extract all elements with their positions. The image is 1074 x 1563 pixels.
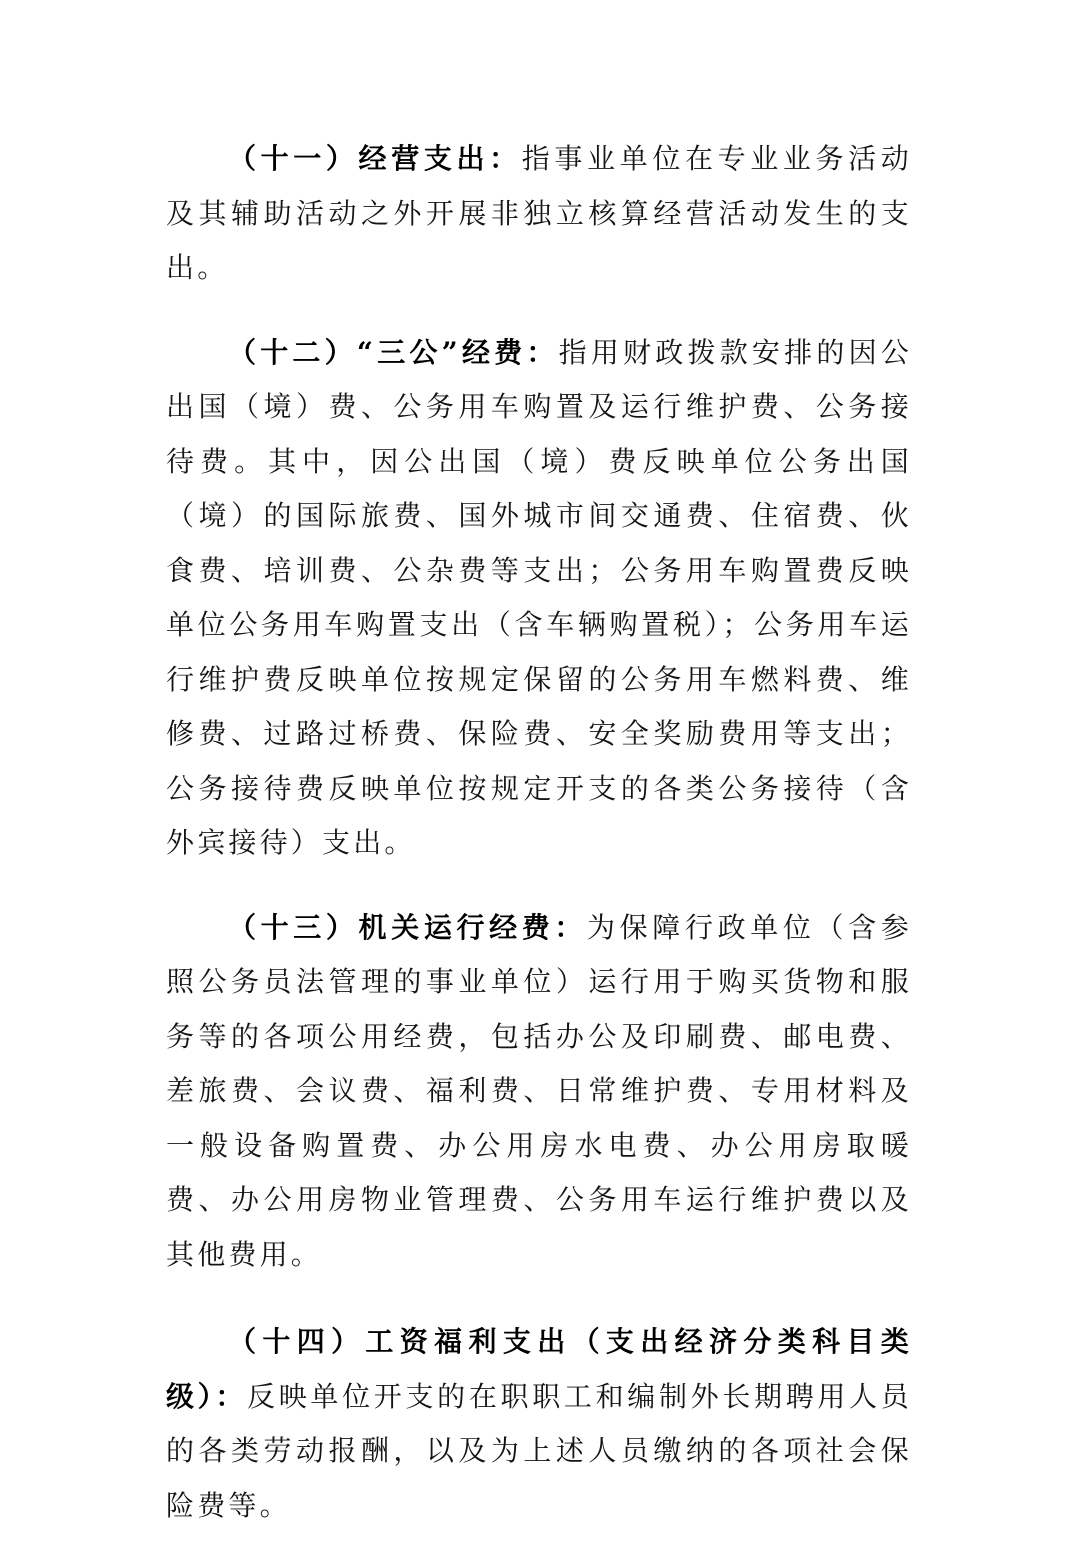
paragraph-operating-expenditure bbox=[166, 132, 912, 296]
paragraph-wage-welfare-expenditure bbox=[166, 1315, 912, 1533]
term-definition: 反映单位开支的在职职工和编制外长期聘用人员的各类劳动报酬，以及为上述人员缴纳的各项社会保险费等。 bbox=[166, 1379, 912, 1522]
term-definition: 为保障行政单位（含参照公务员法管理的事业单位）运行用于购买货物和服务等的各项公用经费，包括办公及印刷费、邮电费、差旅费、会议费、福利费、日常维护费、专用材料及一般设备购置费、办公用房水电费、办公用房取暖费、办公用房物业管理费、公务用车运行维护费以及其他费用。 bbox=[166, 910, 912, 1271]
term-definition: 指用财政拨款安排的因公出国（境）费、公务用车购置及运行维护费、公务接待费。其中，因公出国（境）费反映单位公务出国（境）的国际旅费、国外城市间交通费、住宿费、伙食费、培训费、公杂费等支出；公务用车购置费反映单位公务用车购置支出（含车辆购置税）；公务用车运行维护费反映单位按规定保留的公务用车燃料费、维修费、过路过桥费、保险费、安全奖励费用等支出；公务接待费反映单位按规定开支的各类公务接待（含外宾接待）支出。 bbox=[166, 335, 912, 859]
paragraph-agency-operating-funds bbox=[166, 901, 912, 1283]
paragraph-three-public-expenses bbox=[166, 326, 912, 871]
term-heading: （十三）机关运行经费： bbox=[228, 910, 588, 944]
term-heading: （十一）经营支出： bbox=[228, 142, 522, 175]
term-heading: （十二）“三公”经费： bbox=[228, 335, 559, 369]
term-definition: 指事业单位在专业业务活动及其辅助活动之外开展非独立核算经营活动发生的支出。 bbox=[166, 142, 912, 284]
document-body bbox=[166, 132, 912, 1563]
term-heading: （十四）工资福利支出（支出经济分类科目类级）： bbox=[166, 1325, 912, 1413]
